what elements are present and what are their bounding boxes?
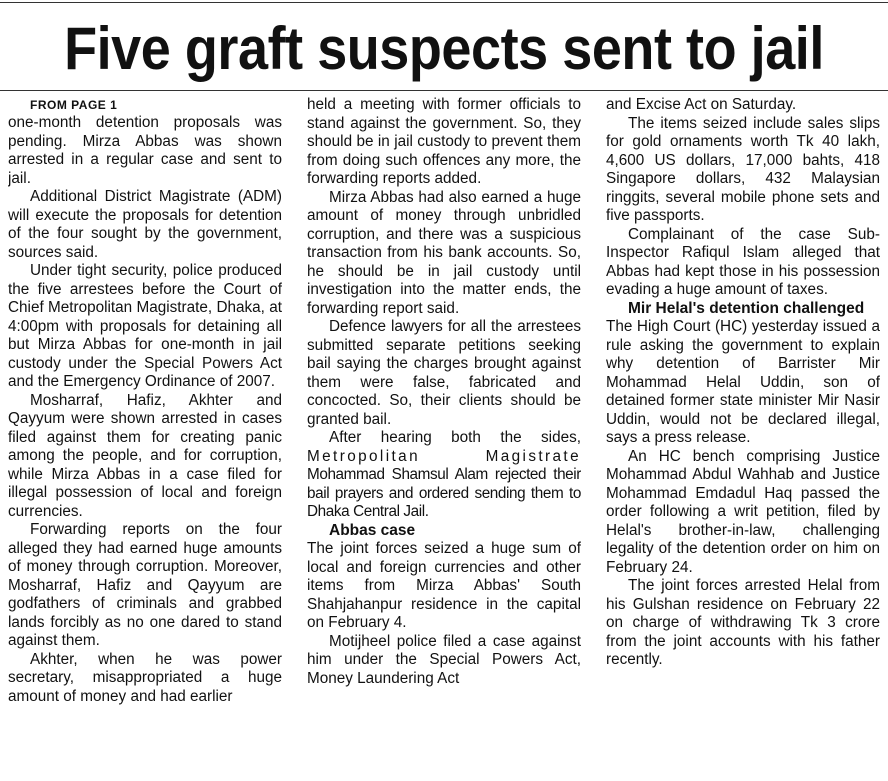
- kicker: FROM PAGE 1: [30, 98, 118, 112]
- paragraph-part: After hearing both the sides,: [329, 429, 581, 446]
- paragraph: An HC bench comprising Justice Mohammad Abdul Wahhab and Justice Mohammad Emdadul Haq passed the order following a writ petition, filed by Helal's brother-in-law, challenging legality of the detention order on him on February 24.: [606, 447, 880, 576]
- subhead-abbas-case: Abbas case: [329, 521, 416, 539]
- column-3: [606, 96, 880, 756]
- paragraph: Complainant of the case Sub-Inspector Rafiqul Islam alleged that Abbas had kept those in his possession evading a huge amount of taxes.: [606, 225, 880, 298]
- paragraph: Mirza Abbas had also earned a huge amount of money through unbridled corruption, and there was a suspicious transaction from his bank accounts. So, he should be in jail custody until investigation into the matter ends, the forwarding report said.: [307, 188, 581, 317]
- headline: Five graft suspects sent to jail: [64, 15, 824, 82]
- paragraph: and Excise Act on Saturday.: [606, 96, 797, 113]
- paragraph: Mosharraf, Hafiz, Akhter and Qayyum were shown arrested in cases filed against them for creating panic among the people, and for corruption, while Mirza Abbas in a case filed for illegal possession of local and foreign currencies.: [8, 391, 282, 520]
- paragraph-part: Metropolitan Magistrate: [307, 447, 581, 465]
- paragraph: The High Court (HC) yesterday issued a rule asking the government to explain why detention of Barrister Mir Mohammad Helal Uddin, son of detained former state minister Mir Nasir Uddin, would not be declared illegal, says a press release.: [606, 318, 880, 446]
- column-2: [307, 96, 581, 756]
- paragraph: The joint forces seized a huge sum of local and foreign currencies and other items from Mirza Abbas' South Shahjahanpur residence in the capital on February 4.: [307, 540, 581, 631]
- headline-rule: [0, 90, 888, 91]
- paragraph: Motijheel police filed a case against him under the Special Powers Act, Money Laundering Act: [307, 632, 581, 687]
- paragraph: [307, 429, 581, 522]
- paragraph: Forwarding reports on the four alleged they had earned huge amounts of money through corruption. Moreover, Mosharraf, Hafiz and Qayyum are godfathers of criminals and grabbed lands forcibly as no one dared to stand against them.: [8, 521, 282, 649]
- paragraph: Under tight security, police produced the five arrestees before the Court of Chief Metropolitan Magistrate, Dhaka, at 4:00pm with proposals for detaining all but Mirza Abbas for one-month in jail custody under the Special Powers Act and the Emergency Ordinance of 2007.: [8, 262, 282, 390]
- paragraph: Additional District Magistrate (ADM) will execute the proposals for detention of the four sought by the government, sources said.: [8, 188, 282, 261]
- paragraph-part: Mohammad Shamsul Alam rejected their bail prayers and ordered sending them to Dhaka Central Jail.: [307, 466, 581, 520]
- paragraph: The joint forces arrested Helal from his Gulshan residence on February 22 on charge of withdrawing Tk 3 crore from the joint accounts with his father recently.: [606, 577, 880, 668]
- paragraph: held a meeting with former officials to stand against the government. So, they should be in jail custody to prevent them from doing such offences any more, the forwarding reports added.: [307, 96, 581, 187]
- article-body: [8, 96, 880, 756]
- paragraph: The items seized include sales slips for gold ornaments worth Tk 40 lakh, 4,600 US dollars, 17,000 bahts, 418 Singapore dollars, 432 Malaysian ringgits, several mobile phone sets and five passports.: [606, 114, 880, 224]
- paragraph: one-month detention proposals was pending. Mirza Abbas was shown arrested in a regular case and sent to jail.: [8, 114, 282, 187]
- subhead-helal-detention: Mir Helal's detention challenged: [628, 299, 865, 317]
- paragraph: Akhter, when he was power secretary, misappropriated a huge amount of money and had earlier: [8, 650, 282, 705]
- paragraph: Defence lawyers for all the arrestees submitted separate petitions seeking bail saying the charges brought against them were false, fabricated and concocted. So, their clients should be granted bail.: [307, 318, 581, 428]
- top-rule: [0, 2, 888, 3]
- column-1: [8, 96, 282, 756]
